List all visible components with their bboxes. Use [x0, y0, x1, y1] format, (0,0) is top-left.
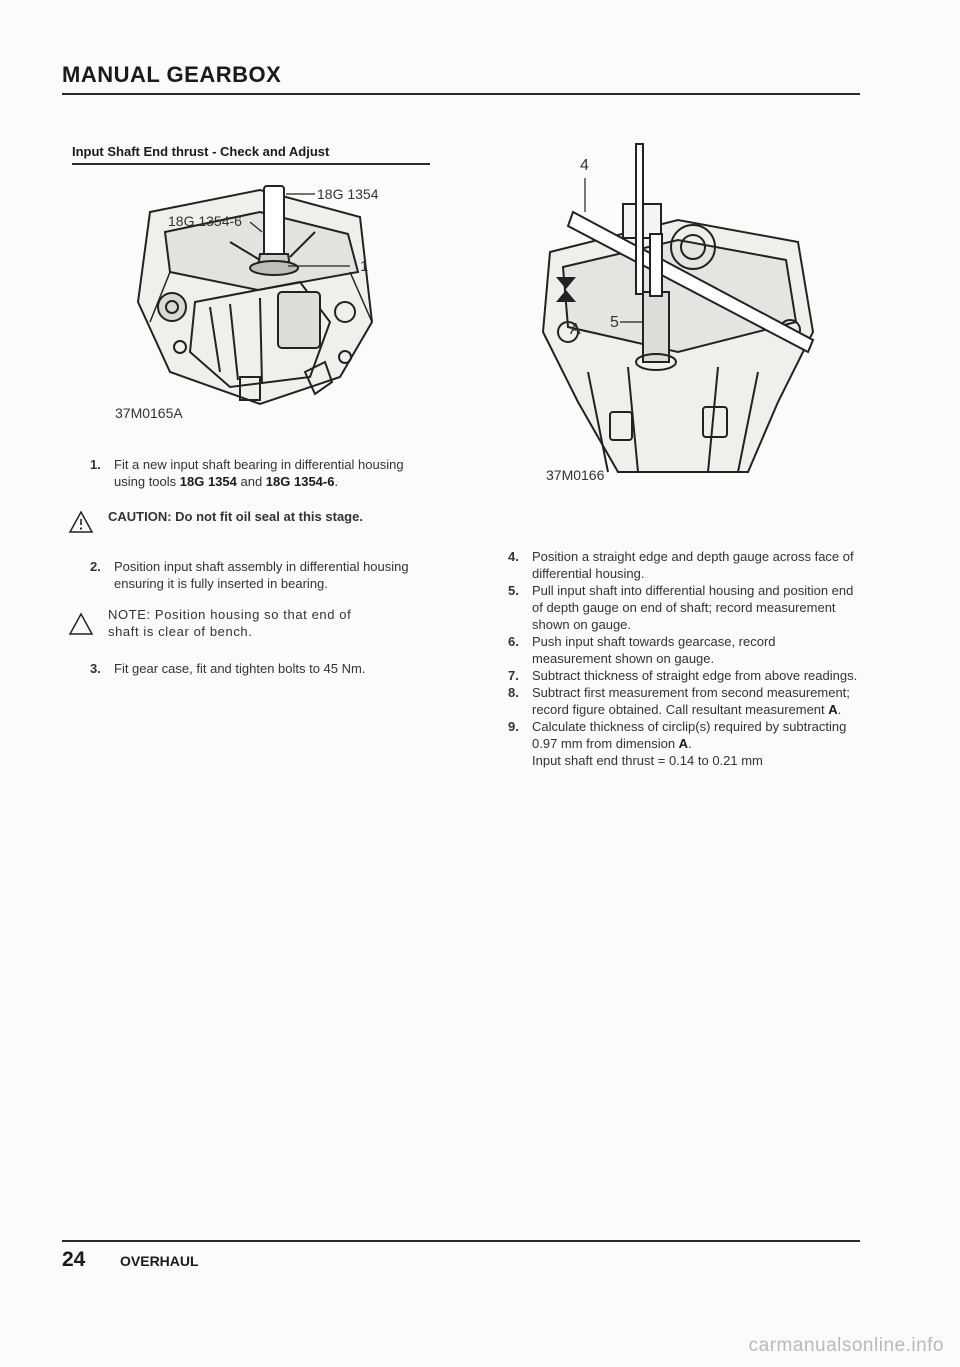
- step-1: [90, 456, 425, 490]
- site-watermark: carmanualsonline.info: [748, 1335, 944, 1356]
- step-text-part: .: [837, 702, 842, 717]
- step-number: 1.: [90, 457, 101, 472]
- step-text: Position a straight edge and depth gauge across face of differential housing.: [532, 549, 854, 581]
- step-number: 6.: [508, 634, 519, 649]
- dimension-reference: A: [828, 702, 838, 717]
- step-7: [508, 667, 858, 684]
- step-number: 9.: [508, 719, 519, 734]
- step-text-part: Calculate thickness of circlip(s) required by subtracting 0.97 mm from dimension: [532, 719, 847, 751]
- step-number: 2.: [90, 559, 101, 574]
- footer-section-name: OVERHAUL: [120, 1253, 199, 1269]
- step-text: [532, 684, 858, 718]
- step-2: [90, 558, 425, 592]
- note-block: [68, 606, 425, 640]
- page-header-title: MANUAL GEARBOX: [62, 62, 282, 87]
- header-rule: [62, 93, 860, 95]
- step-9: [508, 718, 858, 769]
- step-text: Pull input shaft into differential housing and position end of depth gauge on end of shaft; record measurement shown on gauge.: [532, 583, 854, 632]
- dimension-reference: A: [678, 736, 689, 751]
- callout-item-1: 1: [360, 258, 369, 275]
- end-thrust-spec: Input shaft end thrust = 0.14 to 0.21 mm: [532, 753, 763, 768]
- step-6: [508, 633, 858, 667]
- callout-18g-1354: 18G 1354: [317, 186, 379, 202]
- figure-bearing-tools-illustration: [110, 172, 410, 432]
- step-number: 5.: [508, 583, 519, 598]
- callout-18g-1354-6: 18G 1354-6: [168, 213, 242, 229]
- callout-item-5: 5: [610, 314, 619, 331]
- tool-reference: 18G 1354-6: [265, 474, 335, 489]
- step-text-part: .: [688, 736, 692, 751]
- step-text-part: and: [236, 474, 266, 489]
- footer-page-number: 24: [62, 1248, 86, 1271]
- figure-bearing-tools: [110, 172, 410, 432]
- tool-reference: 18G 1354: [179, 474, 237, 489]
- section-rule: [72, 163, 430, 165]
- step-4: [508, 548, 858, 582]
- warning-triangle-icon: [68, 510, 96, 538]
- note-text: NOTE: Position housing so that end of shaft is clear of bench.: [108, 607, 352, 639]
- step-8: [508, 684, 858, 718]
- figure-depth-gauge: [528, 142, 828, 487]
- caution-text: CAUTION: Do not fit oil seal at this stage.: [108, 509, 363, 524]
- step-3: [90, 660, 425, 677]
- callout-item-4: 4: [580, 157, 589, 174]
- step-number: 7.: [508, 668, 519, 683]
- section-title: Input Shaft End thrust - Check and Adjust: [72, 144, 330, 159]
- callout-dim-a: A: [570, 321, 581, 338]
- note-triangle-icon: [68, 612, 96, 640]
- step-text: Position input shaft assembly in differential housing ensuring it is fully inserted in bearing.: [114, 559, 409, 591]
- left-instructions: [90, 456, 425, 691]
- step-text: Fit gear case, fit and tighten bolts to 45 Nm.: [114, 661, 366, 676]
- figure-depth-gauge-illustration: [528, 142, 828, 487]
- step-number: 4.: [508, 549, 519, 564]
- step-text: [114, 456, 425, 490]
- step-number: 8.: [508, 685, 519, 700]
- figure-code-37m0166: 37M0166: [546, 467, 605, 483]
- step-text-part: Fit a new input shaft bearing in differential housing using tools: [114, 457, 404, 489]
- step-text-part: Subtract first measurement from second measurement; record figure obtained. Call resultant measurement: [532, 685, 850, 717]
- figure-code-37m0165a: 37M0165A: [115, 405, 183, 421]
- step-text: Push input shaft towards gearcase, record measurement shown on gauge.: [532, 634, 776, 666]
- step-5: [508, 582, 858, 633]
- footer-rule: [62, 1240, 860, 1242]
- step-text: [532, 718, 858, 769]
- step-number: 3.: [90, 661, 101, 676]
- step-text-part: .: [334, 474, 339, 489]
- step-text: Subtract thickness of straight edge from above readings.: [532, 668, 858, 683]
- right-instructions: [508, 548, 858, 769]
- caution-block: [68, 504, 425, 538]
